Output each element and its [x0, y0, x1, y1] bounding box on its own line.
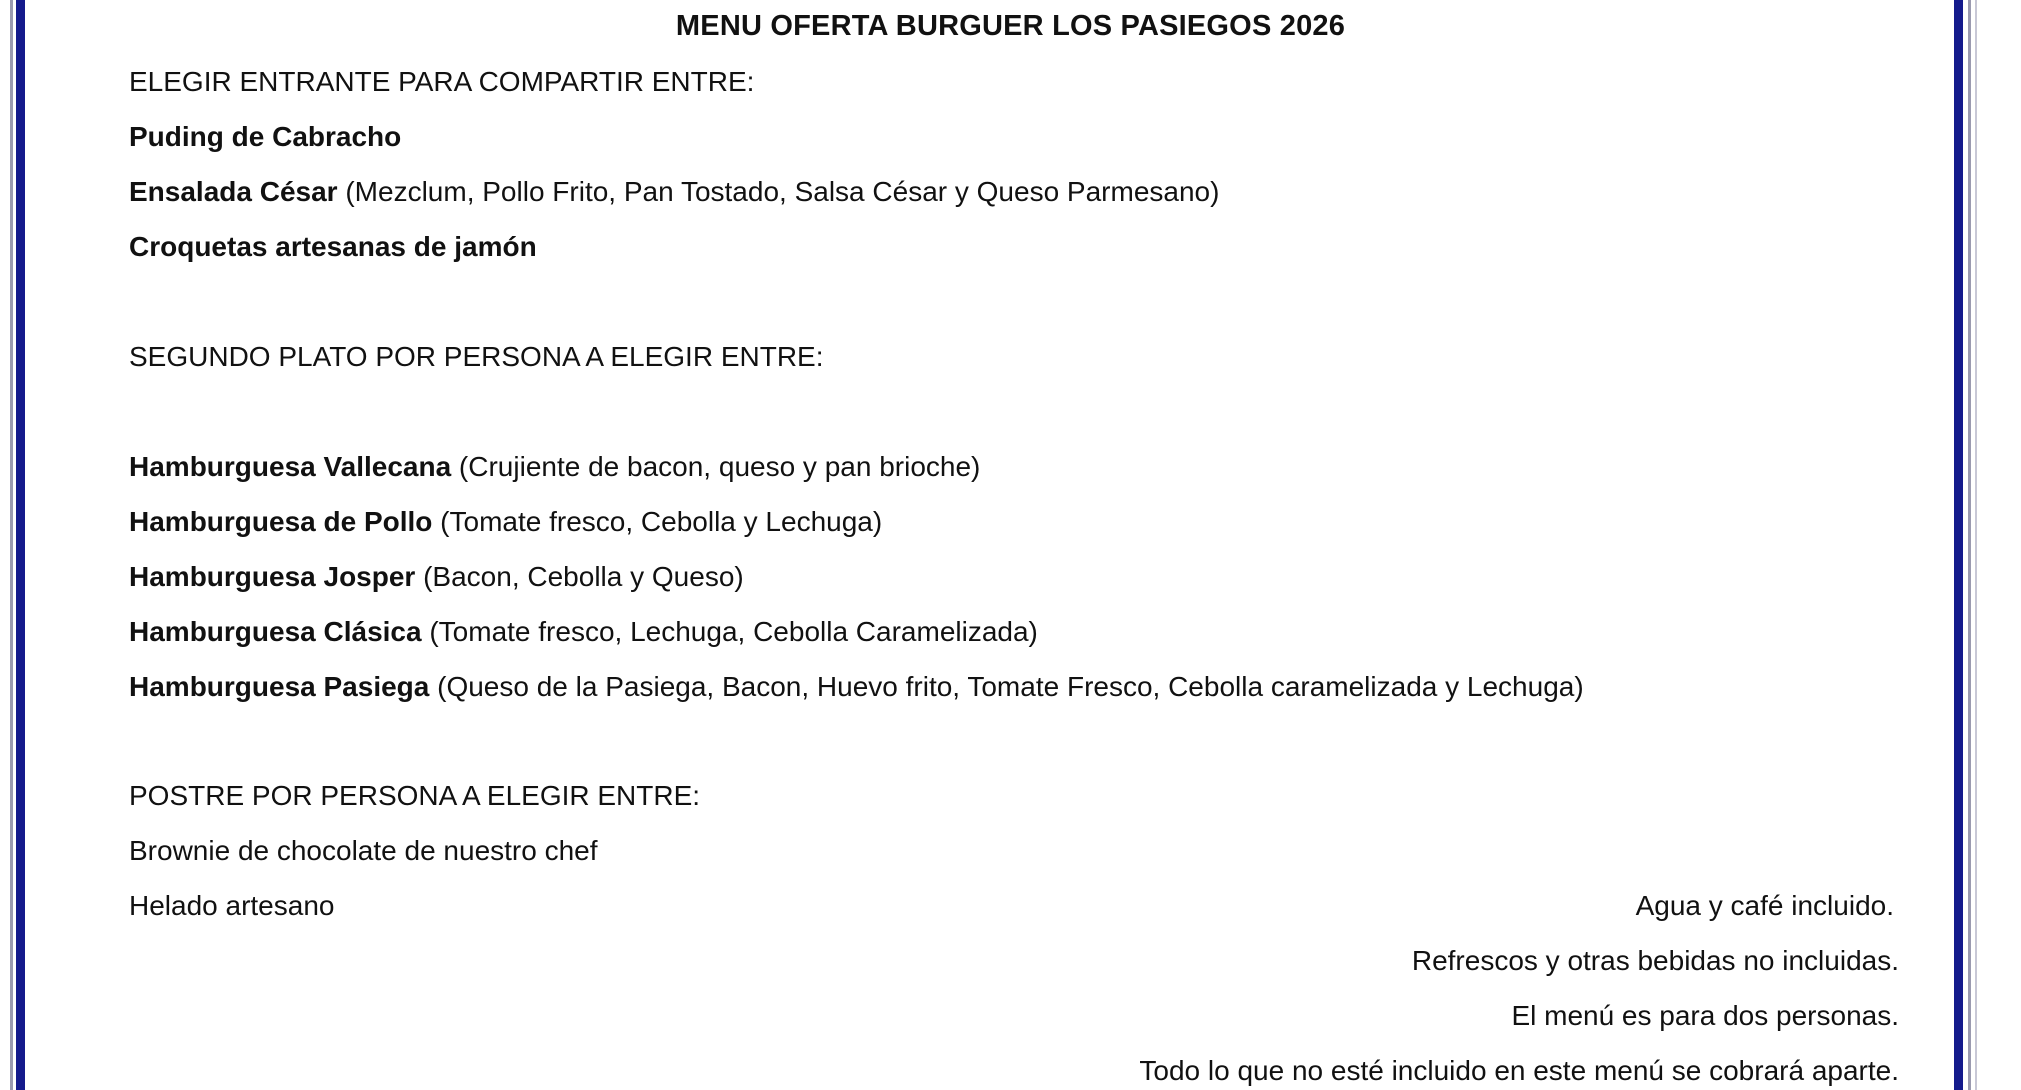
main-name: Hamburguesa Vallecana [129, 451, 452, 482]
starter-name: Puding de Cabracho [129, 121, 402, 152]
dessert-item: Brownie de chocolate de nuestro chef [129, 835, 598, 866]
main-name: Hamburguesa Pasiega [129, 671, 430, 702]
main-item [129, 561, 744, 593]
note-drinks-included: Agua y café incluido. [1635, 890, 1894, 921]
menu-title: MENU OFERTA BURGUER LOS PASIEGOS 2026 [675, 10, 1346, 42]
mains-heading: SEGUNDO PLATO POR PERSONA A ELEGIR ENTRE: [129, 341, 824, 372]
note-extra-charges: Todo lo que no esté incluido en este menú se cobrará aparte. [1139, 1055, 1899, 1086]
starter-item [129, 176, 1219, 208]
page-border-left-outer [10, 0, 13, 1090]
note-drinks-not-included: Refrescos y otras bebidas no incluidas. [1411, 945, 1899, 976]
main-desc: (Queso de la Pasiega, Bacon, Huevo frito, Tomate Fresco, Cebolla caramelizada y Lechuga) [429, 671, 1584, 702]
main-name: Hamburguesa Clásica [129, 616, 422, 647]
main-desc: (Tomate fresco, Cebolla y Lechuga) [432, 506, 883, 537]
starter-name: Croquetas artesanas de jamón [129, 231, 537, 262]
page-border-right [1954, 0, 1963, 1090]
main-desc: (Crujiente de bacon, queso y pan brioche) [451, 451, 981, 482]
desserts-heading: POSTRE POR PERSONA A ELEGIR ENTRE: [129, 780, 701, 811]
starter-desc: (Mezclum, Pollo Frito, Pan Tostado, Salsa César y Queso Parmesano) [337, 176, 1220, 207]
main-desc: (Bacon, Cebolla y Queso) [415, 561, 744, 592]
page-border-right-shadow [1975, 0, 1977, 1090]
starter-item [129, 231, 537, 263]
main-item [129, 506, 882, 538]
dessert-item: Helado artesano [129, 890, 335, 921]
starter-name: Ensalada César [129, 176, 338, 207]
main-item [129, 451, 980, 483]
main-desc: (Tomate fresco, Lechuga, Cebolla Caramelizada) [421, 616, 1038, 647]
main-name: Hamburguesa de Pollo [129, 506, 433, 537]
main-name: Hamburguesa Josper [129, 561, 416, 592]
main-item [129, 616, 1038, 648]
starters-heading: ELEGIR ENTRANTE PARA COMPARTIR ENTRE: [129, 66, 755, 97]
main-item [129, 671, 1584, 703]
starter-item [129, 121, 401, 153]
page-border-right-outer [1968, 0, 1971, 1090]
note-two-people: El menú es para dos personas. [1511, 1000, 1899, 1031]
page-border-left [16, 0, 25, 1090]
